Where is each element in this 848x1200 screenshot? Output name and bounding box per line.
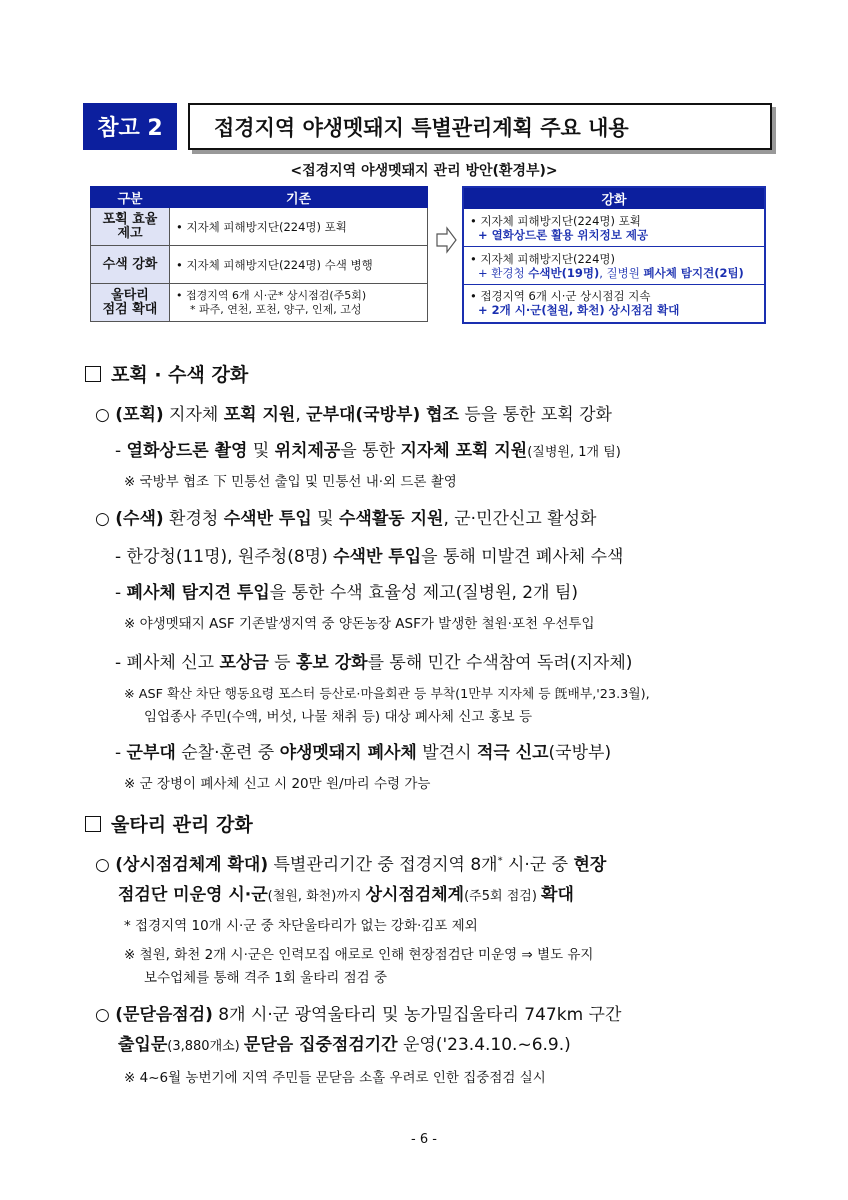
table-caption: <접경지역 야생멧돼지 관리 방안(환경부)>: [290, 163, 558, 179]
dash-search-team: - 한강청(11명), 원주청(8명) 수색반 투입을 통해 미발견 폐사체 수색: [115, 547, 624, 567]
row-label-search: 수색 강화: [91, 246, 170, 284]
col-header-gubun: 구분: [91, 187, 170, 208]
note-cheorwon: ※ 철원, 화천 2개 시·군은 인력모집 애로로 인해 현장점검단 미운영 ⇒ 별도 유지: [124, 947, 594, 963]
cell-before-capture: • 지자체 피해방지단(224명) 포획: [170, 208, 428, 246]
dash-detection-dog: - 폐사체 탐지견 투입을 통한 수색 효율성 제고(질병원, 2개 팀): [115, 583, 579, 603]
note-cheorwon-cont: 보수업체를 통해 격주 1회 울타리 점검 중: [144, 970, 387, 986]
cell-after-capture: • 지자체 피해방지단(224명) 포획 + 열화상드론 활용 위치정보 제공: [463, 209, 765, 247]
page-number: - 6 -: [411, 1132, 437, 1147]
cell-before-search: • 지자체 피해방지단(224명) 수색 병행: [170, 246, 428, 284]
bullet-search: ○ (수색) 환경청 수색반 투입 및 수색활동 지원, 군·민간신고 활성화: [95, 509, 597, 529]
checkbox-square-icon: [85, 366, 101, 382]
bullet-door-closing: ○ (문닫음점검) 8개 시·군 광역울타리 및 농가밀집울타리 747km 구간: [95, 1005, 622, 1025]
note-poster-cont: 임업종사 주민(수액, 버섯, 나물 채취 등) 대상 폐사체 신고 홍보 등: [144, 709, 533, 725]
note-excluded-regions: * 접경지역 10개 시·군 중 차단울타리가 없는 강화·김포 제외: [124, 918, 478, 934]
enhanced-measures-table: [462, 186, 766, 324]
dash-military: - 군부대 순찰·훈련 중 야생멧돼지 폐사체 발견시 적극 신고(국방부): [115, 743, 612, 763]
existing-measures-table: [90, 186, 428, 322]
note-poster: ※ ASF 확산 차단 행동요령 포스터 등산로·마을회관 등 부착(1만부 지자체 등 旣배부,'23.3월),: [124, 687, 650, 702]
note-military: ※ 군 장병이 폐사체 신고 시 20만 원/마리 수령 가능: [124, 776, 431, 792]
note-drone: ※ 국방부 협조 下 민통선 출입 및 민통선 내·외 드론 촬영: [124, 474, 457, 490]
cell-before-fence: • 접경지역 6개 시·군* 상시점검(주5회) * 파주, 연천, 포천, 양구, 인제, 고성: [170, 284, 428, 322]
bullet-door-closing-cont: 출입문(3,880개소) 문닫음 집중점검기간 운영('23.4.10.~6.9.): [118, 1035, 571, 1055]
page-title: 접경지역 야생멧돼지 특별관리계획 주요 내용: [188, 103, 772, 150]
row-label-fence: 울타리 점검 확대: [91, 284, 170, 322]
cell-after-fence: • 접경지역 6개 시·군 상시점검 지속 + 2개 시·군(철원, 화천) 상시점검 확대: [463, 285, 765, 323]
row-label-capture: 포획 효율 제고: [91, 208, 170, 246]
section-heading-capture-search: 포획 · 수색 강화: [85, 360, 248, 387]
reference-badge: 참고 2: [83, 103, 177, 150]
note-farming-season: ※ 4~6월 농번기에 지역 주민들 문닫음 소홀 우려로 인한 집중점검 실시: [124, 1070, 546, 1086]
col-header-before: 기존: [170, 187, 428, 208]
note-detection-dog: ※ 야생멧돼지 ASF 기존발생지역 중 양돈농장 ASF가 발생한 철원·포천 우선투입: [124, 616, 595, 632]
section-heading-fence: 울타리 관리 강화: [85, 810, 253, 837]
right-arrow-icon: [436, 226, 458, 254]
col-header-after: 강화: [463, 187, 765, 209]
dash-drone: - 열화상드론 촬영 및 위치제공을 통한 지자체 포획 지원(질병원, 1개 팀): [115, 441, 621, 461]
cell-after-search: • 지자체 피해방지단(224명) + 환경청 수색반(19명), 질병원 폐사체 탐지견(2팀): [463, 247, 765, 285]
bullet-capture: ○ (포획) 지자체 포획 지원, 군부대(국방부) 협조 등을 통한 포획 강화: [95, 405, 612, 425]
bullet-regular-inspection-cont: 점검단 미운영 시·군(철원, 화천)까지 상시점검체계(주5회 점검) 확대: [118, 885, 574, 905]
checkbox-square-icon: [85, 816, 101, 832]
dash-reward: - 폐사체 신고 포상금 등 홍보 강화를 통해 민간 수색참여 독려(지자체): [115, 653, 633, 673]
bullet-regular-inspection: ○ (상시점검체계 확대) 특별관리기간 중 접경지역 8개* 시·군 중 현장: [95, 855, 607, 875]
